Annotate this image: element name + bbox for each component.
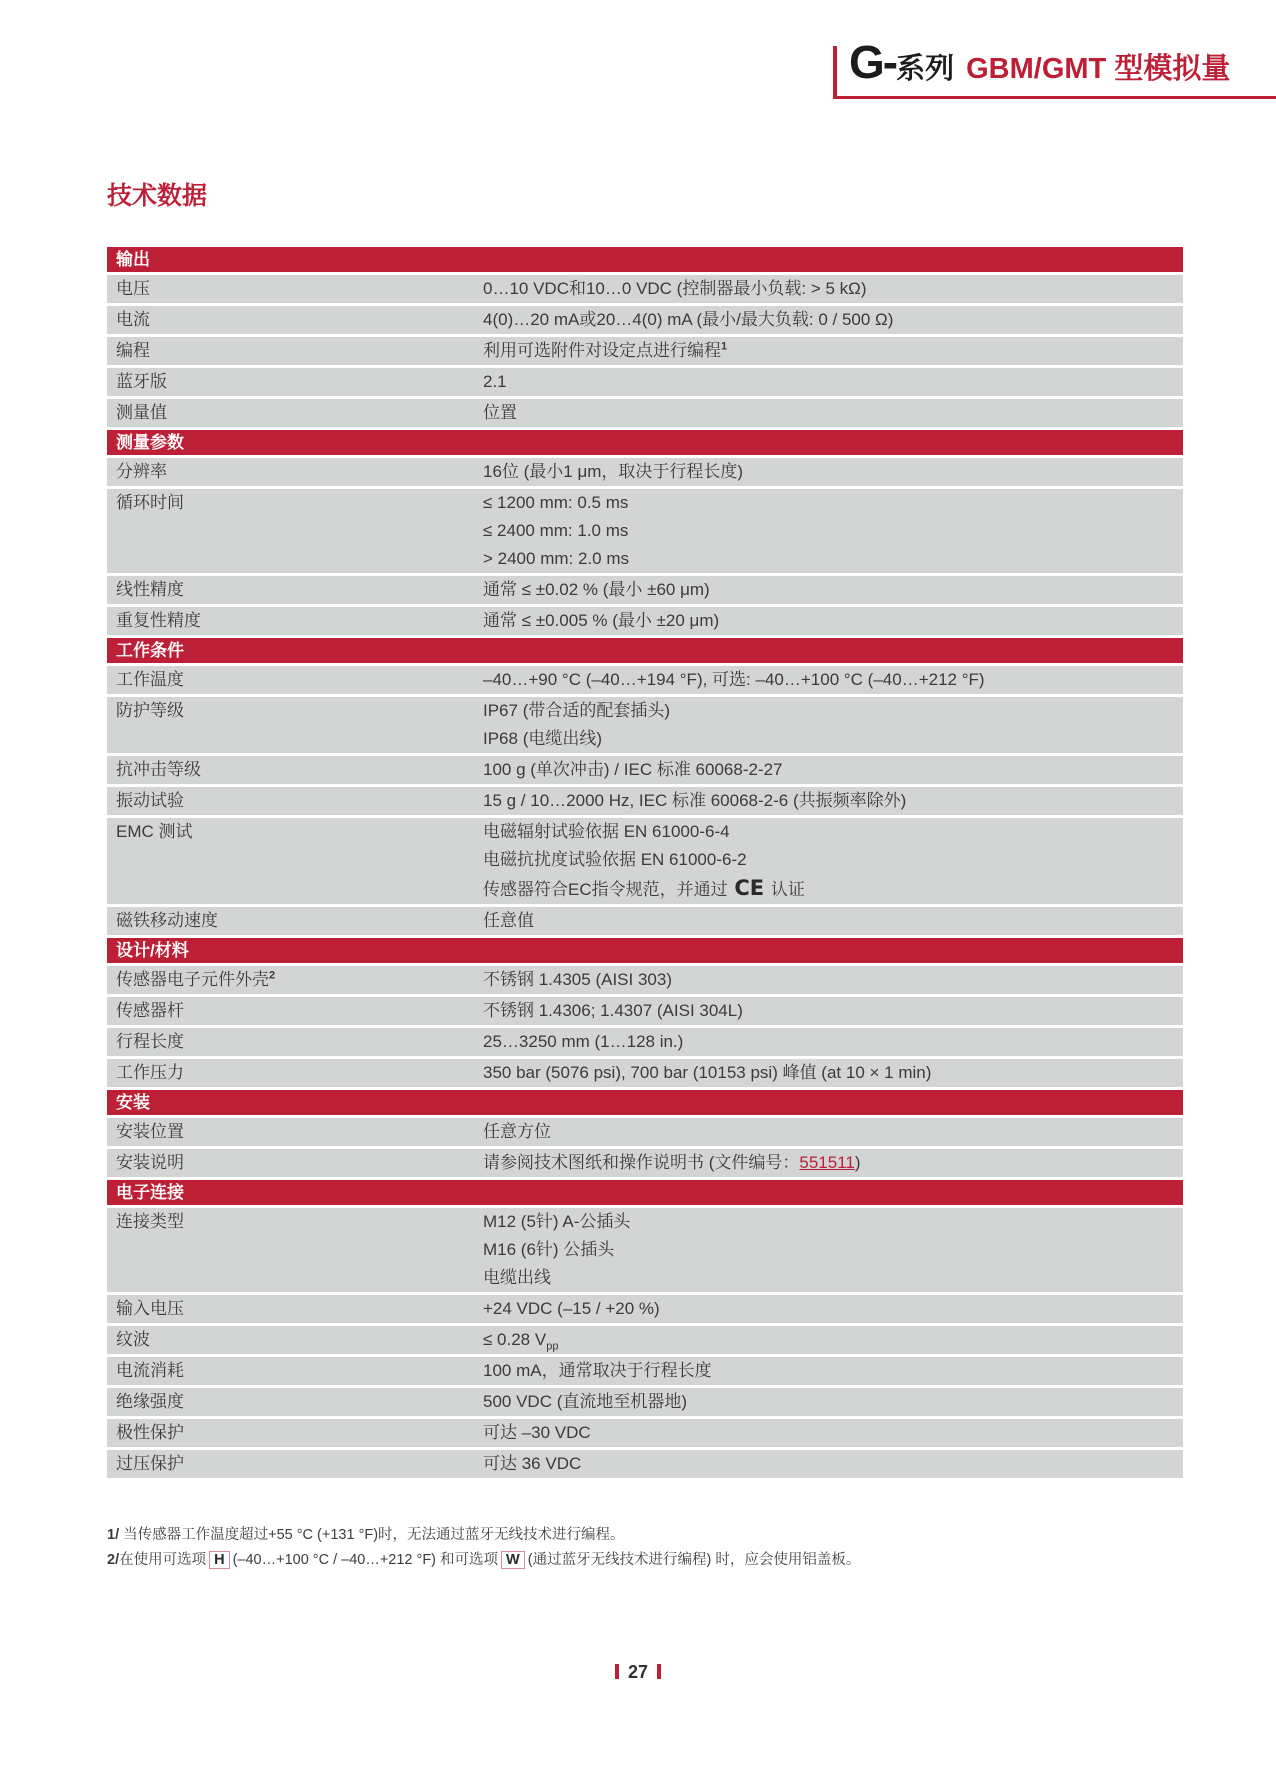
row-label: 工作温度 bbox=[116, 670, 184, 689]
document-link[interactable]: 551511 bbox=[799, 1153, 855, 1172]
table-row bbox=[107, 576, 1183, 604]
value-line: 任意方位 bbox=[483, 1122, 551, 1141]
subscript: pp bbox=[546, 1340, 559, 1353]
footnotes bbox=[107, 1523, 1186, 1573]
table-row bbox=[107, 756, 1183, 784]
table-row bbox=[107, 1326, 1183, 1354]
footnote-ref: 1 bbox=[721, 340, 728, 353]
row-value bbox=[483, 1295, 1183, 1323]
row-label: 工作压力 bbox=[116, 1063, 184, 1082]
row-value bbox=[483, 337, 1183, 365]
row-label: 纹波 bbox=[116, 1330, 150, 1349]
row-value bbox=[483, 787, 1183, 815]
row-label: 安装说明 bbox=[116, 1153, 184, 1172]
row-value bbox=[483, 489, 1183, 573]
option-code-box: H bbox=[209, 1551, 229, 1569]
series-prefix: G- bbox=[849, 36, 897, 88]
row-value bbox=[483, 907, 1183, 935]
value-line: 2.1 bbox=[483, 372, 507, 391]
row-value bbox=[483, 607, 1183, 635]
footnote-line: 1/ 当传感器工作温度超过+55 °C (+131 °F)时，无法通过蓝牙无线技术进行编程。 bbox=[107, 1527, 625, 1543]
value-line: 传感器符合EC指令规范，并通过 CE 认证 bbox=[483, 876, 805, 900]
row-label: 抗冲击等级 bbox=[116, 760, 201, 779]
table-row bbox=[107, 907, 1183, 935]
row-label: 电流消耗 bbox=[116, 1361, 184, 1380]
value-line: M12 (5针) A-公插头 bbox=[483, 1212, 631, 1231]
value-line: ≤ 0.28 $V_{pp}$ bbox=[483, 1330, 559, 1353]
table-row bbox=[107, 818, 1183, 904]
series-suffix: 系列 bbox=[896, 53, 955, 85]
row-label: 测量值 bbox=[116, 403, 167, 422]
section-header: 输出 bbox=[107, 247, 1183, 272]
row-value bbox=[483, 756, 1183, 784]
value-line: 16位 (最小1 μm，取决于行程长度) bbox=[483, 462, 744, 481]
value-line: 350 bar (5076 psi), 700 bar (10153 psi) 峰值 (at 10 × 1 min) bbox=[483, 1063, 932, 1082]
document-header bbox=[833, 38, 1276, 99]
row-value bbox=[483, 1419, 1183, 1447]
row-label: 循环时间 bbox=[116, 493, 184, 512]
table-row bbox=[107, 1208, 1183, 1292]
row-value bbox=[483, 1149, 1183, 1177]
page-number-value: 27 bbox=[627, 1662, 649, 1682]
footnote-prefix: 1/ bbox=[107, 1527, 124, 1543]
value-line: 100 mA，通常取决于行程长度 bbox=[483, 1361, 712, 1380]
row-value bbox=[483, 399, 1183, 427]
footnote-ref: 2 bbox=[269, 969, 276, 982]
value-line: 位置 bbox=[483, 403, 517, 422]
value-line: 可达 36 VDC bbox=[483, 1454, 582, 1473]
row-label: 编程 bbox=[116, 341, 150, 360]
table-row bbox=[107, 697, 1183, 753]
table-row bbox=[107, 368, 1183, 396]
row-value bbox=[483, 697, 1183, 753]
row-value bbox=[483, 1388, 1183, 1416]
value-line: > 2400 mm: 2.0 ms bbox=[483, 549, 629, 568]
section-header: 测量参数 bbox=[107, 430, 1183, 455]
value-line: 15 g / 10…2000 Hz, IEC 标准 60068-2-6 (共振频率除外) bbox=[483, 791, 907, 810]
row-value bbox=[483, 1028, 1183, 1056]
option-code-box: W bbox=[501, 1551, 525, 1569]
value-line: 电缆出线 bbox=[483, 1268, 551, 1287]
row-label: 传感器杆 bbox=[116, 1001, 184, 1020]
table-row bbox=[107, 1357, 1183, 1385]
row-label: 传感器电子元件外壳$^2$ bbox=[116, 969, 276, 989]
row-value bbox=[483, 275, 1183, 303]
row-label: 过压保护 bbox=[116, 1454, 184, 1473]
table-row bbox=[107, 1295, 1183, 1323]
value-line: IP67 (带合适的配套插头) bbox=[483, 701, 671, 720]
value-line: +24 VDC (–15 / +20 %) bbox=[483, 1299, 660, 1318]
value-line: 500 VDC (直流地至机器地) bbox=[483, 1392, 688, 1411]
row-label: 蓝牙版 bbox=[116, 372, 167, 391]
row-value bbox=[483, 306, 1183, 334]
row-label: 输入电压 bbox=[116, 1299, 184, 1318]
header-accent-bar bbox=[833, 46, 837, 96]
row-label: 绝缘强度 bbox=[116, 1392, 184, 1411]
row-value bbox=[483, 666, 1183, 694]
row-value bbox=[483, 1059, 1183, 1087]
table-row bbox=[107, 997, 1183, 1025]
table-row bbox=[107, 489, 1183, 573]
table-row bbox=[107, 337, 1183, 365]
value-line: 请参阅技术图纸和操作说明书 (文件编号：551511) bbox=[483, 1153, 861, 1172]
row-value bbox=[483, 368, 1183, 396]
row-label: 重复性精度 bbox=[116, 611, 201, 630]
page-number-right-bar bbox=[657, 1664, 661, 1679]
table-row bbox=[107, 275, 1183, 303]
tech-table bbox=[107, 247, 1183, 1481]
table-row bbox=[107, 1118, 1183, 1146]
value-line: 电磁抗扰度试验依据 EN 61000-6-2 bbox=[483, 850, 747, 869]
row-value bbox=[483, 966, 1183, 994]
value-line: 100 g (单次冲击) / IEC 标准 60068-2-27 bbox=[483, 760, 783, 779]
row-label: 振动试验 bbox=[116, 791, 184, 810]
value-line: ≤ 1200 mm: 0.5 ms bbox=[483, 493, 629, 512]
row-value bbox=[483, 458, 1183, 486]
table-row bbox=[107, 1028, 1183, 1056]
row-value bbox=[483, 1208, 1183, 1292]
table-row bbox=[107, 1450, 1183, 1478]
row-value bbox=[483, 1326, 1183, 1354]
value-line: 4(0)…20 mA或20…4(0) mA (最小/最大负载: 0 / 500 Ω) bbox=[483, 310, 894, 329]
value-line: IP68 (电缆出线) bbox=[483, 729, 603, 748]
row-label: 行程长度 bbox=[116, 1032, 184, 1051]
model-name: GBM/GMT 型模拟量 bbox=[966, 53, 1231, 85]
row-label: 电流 bbox=[116, 310, 150, 329]
value-line: 不锈钢 1.4306; 1.4307 (AISI 304L) bbox=[483, 1001, 743, 1020]
section-header: 工作条件 bbox=[107, 638, 1183, 663]
row-value bbox=[483, 1357, 1183, 1385]
value-line: 通常 ≤ ±0.02 % (最小 ±60 μm) bbox=[483, 580, 710, 599]
value-line: ≤ 2400 mm: 1.0 ms bbox=[483, 521, 629, 540]
row-label: EMC 测试 bbox=[116, 822, 193, 841]
footnote-prefix: 2/ bbox=[107, 1552, 120, 1568]
value-line: 任意值 bbox=[483, 911, 534, 930]
table-row bbox=[107, 1149, 1183, 1177]
footnote-line: 2/在使用可选项 H (–40…+100 °C / –40…+212 °F) 和可选项 W (通过蓝牙无线技术进行编程) 时，应会使用铝盖板。 bbox=[107, 1552, 861, 1568]
table-row bbox=[107, 1388, 1183, 1416]
section-header: 电子连接 bbox=[107, 1180, 1183, 1205]
value-line: 0…10 VDC和10…0 VDC (控制器最小负载: > 5 kΩ) bbox=[483, 279, 867, 298]
row-label: 防护等级 bbox=[116, 701, 184, 720]
page-title: 技术数据 bbox=[107, 182, 208, 210]
section-header: 安装 bbox=[107, 1090, 1183, 1115]
value-line: M16 (6针) 公插头 bbox=[483, 1240, 615, 1259]
row-value bbox=[483, 1118, 1183, 1146]
row-label: 磁铁移动速度 bbox=[116, 911, 218, 930]
row-value bbox=[483, 997, 1183, 1025]
value-line: –40…+90 °C (–40…+194 °F), 可选: –40…+100 °C (–40…+212 °F) bbox=[483, 670, 985, 689]
row-label: 线性精度 bbox=[116, 580, 184, 599]
table-row bbox=[107, 666, 1183, 694]
value-line: 不锈钢 1.4305 (AISI 303) bbox=[483, 970, 672, 989]
table-row bbox=[107, 306, 1183, 334]
page-number bbox=[0, 1662, 1276, 1683]
table-row bbox=[107, 1419, 1183, 1447]
value-line: 电磁辐射试验依据 EN 61000-6-4 bbox=[483, 822, 730, 841]
row-value bbox=[483, 1450, 1183, 1478]
table-row bbox=[107, 787, 1183, 815]
row-value bbox=[483, 576, 1183, 604]
table-row bbox=[107, 458, 1183, 486]
row-label: 电压 bbox=[116, 279, 150, 298]
value-line: 通常 ≤ ±0.005 % (最小 ±20 μm) bbox=[483, 611, 720, 630]
row-value bbox=[483, 818, 1183, 904]
table-row bbox=[107, 399, 1183, 427]
ce-mark-icon: CE bbox=[734, 876, 765, 900]
table-row bbox=[107, 1059, 1183, 1087]
table-row bbox=[107, 966, 1183, 994]
section-header: 设计/材料 bbox=[107, 938, 1183, 963]
row-label: 分辨率 bbox=[116, 462, 167, 481]
value-line: 可达 –30 VDC bbox=[483, 1423, 591, 1442]
value-line: 利用可选附件对设定点进行编程$^1$ bbox=[483, 340, 728, 360]
row-label: 连接类型 bbox=[116, 1212, 184, 1231]
page-number-left-bar bbox=[615, 1664, 619, 1679]
row-label: 安装位置 bbox=[116, 1122, 184, 1141]
row-label: 极性保护 bbox=[116, 1423, 184, 1442]
table-row bbox=[107, 607, 1183, 635]
value-line: 25…3250 mm (1…128 in.) bbox=[483, 1032, 684, 1051]
